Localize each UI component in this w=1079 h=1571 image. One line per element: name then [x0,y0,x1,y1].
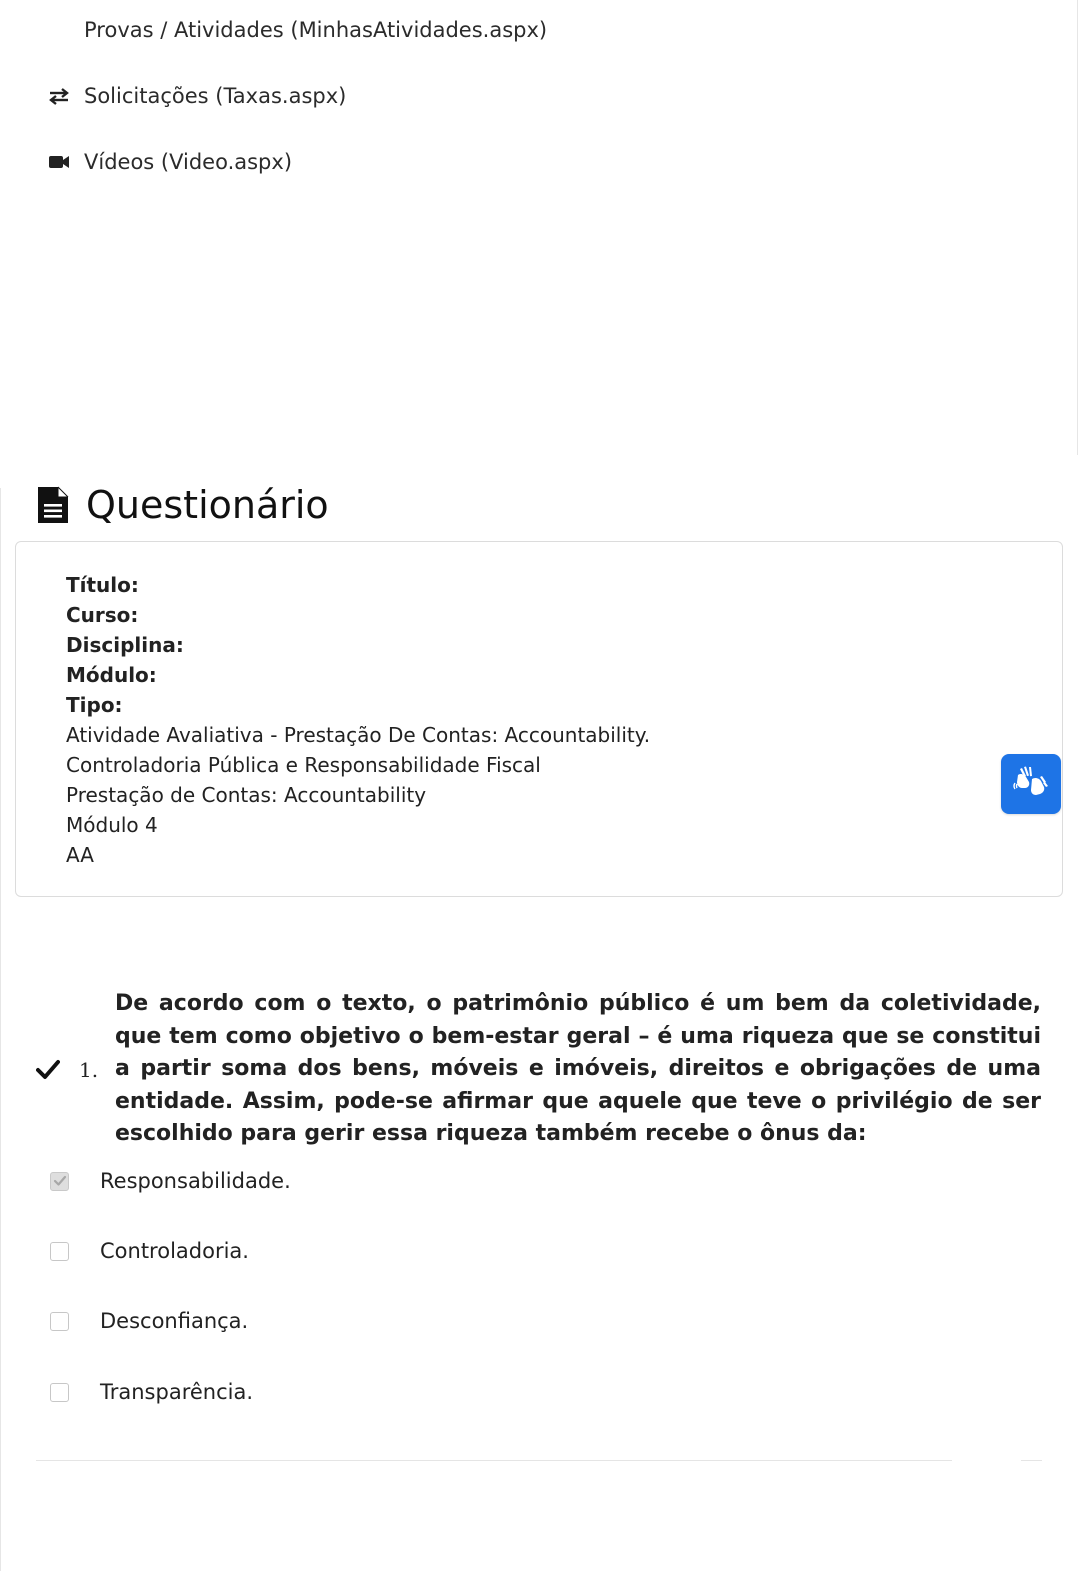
nav-item-label: Vídeos (Video.aspx) [84,150,293,174]
activity-info-card [15,541,1063,897]
right-edge-divider [1077,0,1078,455]
document-icon [36,485,70,525]
option-transparencia[interactable] [50,1378,253,1406]
bottom-divider [36,1460,952,1461]
nav-item-label: Solicitações (Taxas.aspx) [84,84,347,108]
video-camera-icon [46,151,72,173]
label-tipo: Tipo: [66,693,123,717]
nav-item-solicitacoes[interactable] [46,78,346,114]
option-checkbox[interactable] [50,1312,69,1331]
nav-item-label: Provas / Atividades (MinhasAtividades.aspx) [84,18,548,42]
option-label: Desconfiança. [100,1309,249,1333]
label-titulo: Título: [66,573,139,597]
option-checkbox[interactable] [50,1242,69,1261]
option-label: Responsabilidade. [100,1169,291,1193]
value-modulo: Módulo 4 [66,813,158,837]
bottom-divider-end [1021,1460,1042,1461]
nav-item-videos[interactable] [46,144,292,180]
label-disciplina: Disciplina: [66,633,184,657]
question-text: De acordo com o texto, o patrimônio público é um bem da coletividade, que tem como objetivo o bem-estar geral – é uma riqueza que se constitui a partir soma dos bens, móveis e imóveis, direitos e obrigações de uma entidade. Assim, pode-se afirmar que aquele que teve o privilégio de ser escolhido para gerir essa riqueza também recebe o ônus da: [115,991,1041,1146]
check-icon [36,1057,60,1081]
sign-language-hands-icon [1012,763,1050,805]
option-label: Transparência. [100,1380,254,1404]
value-tipo: AA [66,843,94,867]
accessibility-libras-button[interactable] [1001,754,1061,814]
option-desconfianca[interactable] [50,1307,248,1335]
option-controladoria[interactable] [50,1237,249,1265]
option-label: Controladoria. [100,1239,249,1263]
question-number: 1. [79,1058,99,1082]
left-edge-divider [0,488,1,1571]
option-checkbox[interactable] [50,1172,69,1191]
option-checkbox[interactable] [50,1383,69,1402]
label-curso: Curso: [66,603,139,627]
page-title: Questionário [86,483,329,527]
info-lines [66,570,650,870]
option-responsabilidade[interactable] [50,1167,291,1195]
label-modulo: Módulo: [66,663,157,687]
value-curso: Controladoria Pública e Responsabilidade Fiscal [66,753,541,777]
exchange-arrows-icon [46,85,72,107]
value-disciplina: Prestação de Contas: Accountability [66,783,427,807]
value-titulo: Atividade Avaliativa - Prestação De Contas: Accountability. [66,723,651,747]
nav-item-provas-atividades[interactable] [46,12,547,48]
page-heading [36,480,329,530]
